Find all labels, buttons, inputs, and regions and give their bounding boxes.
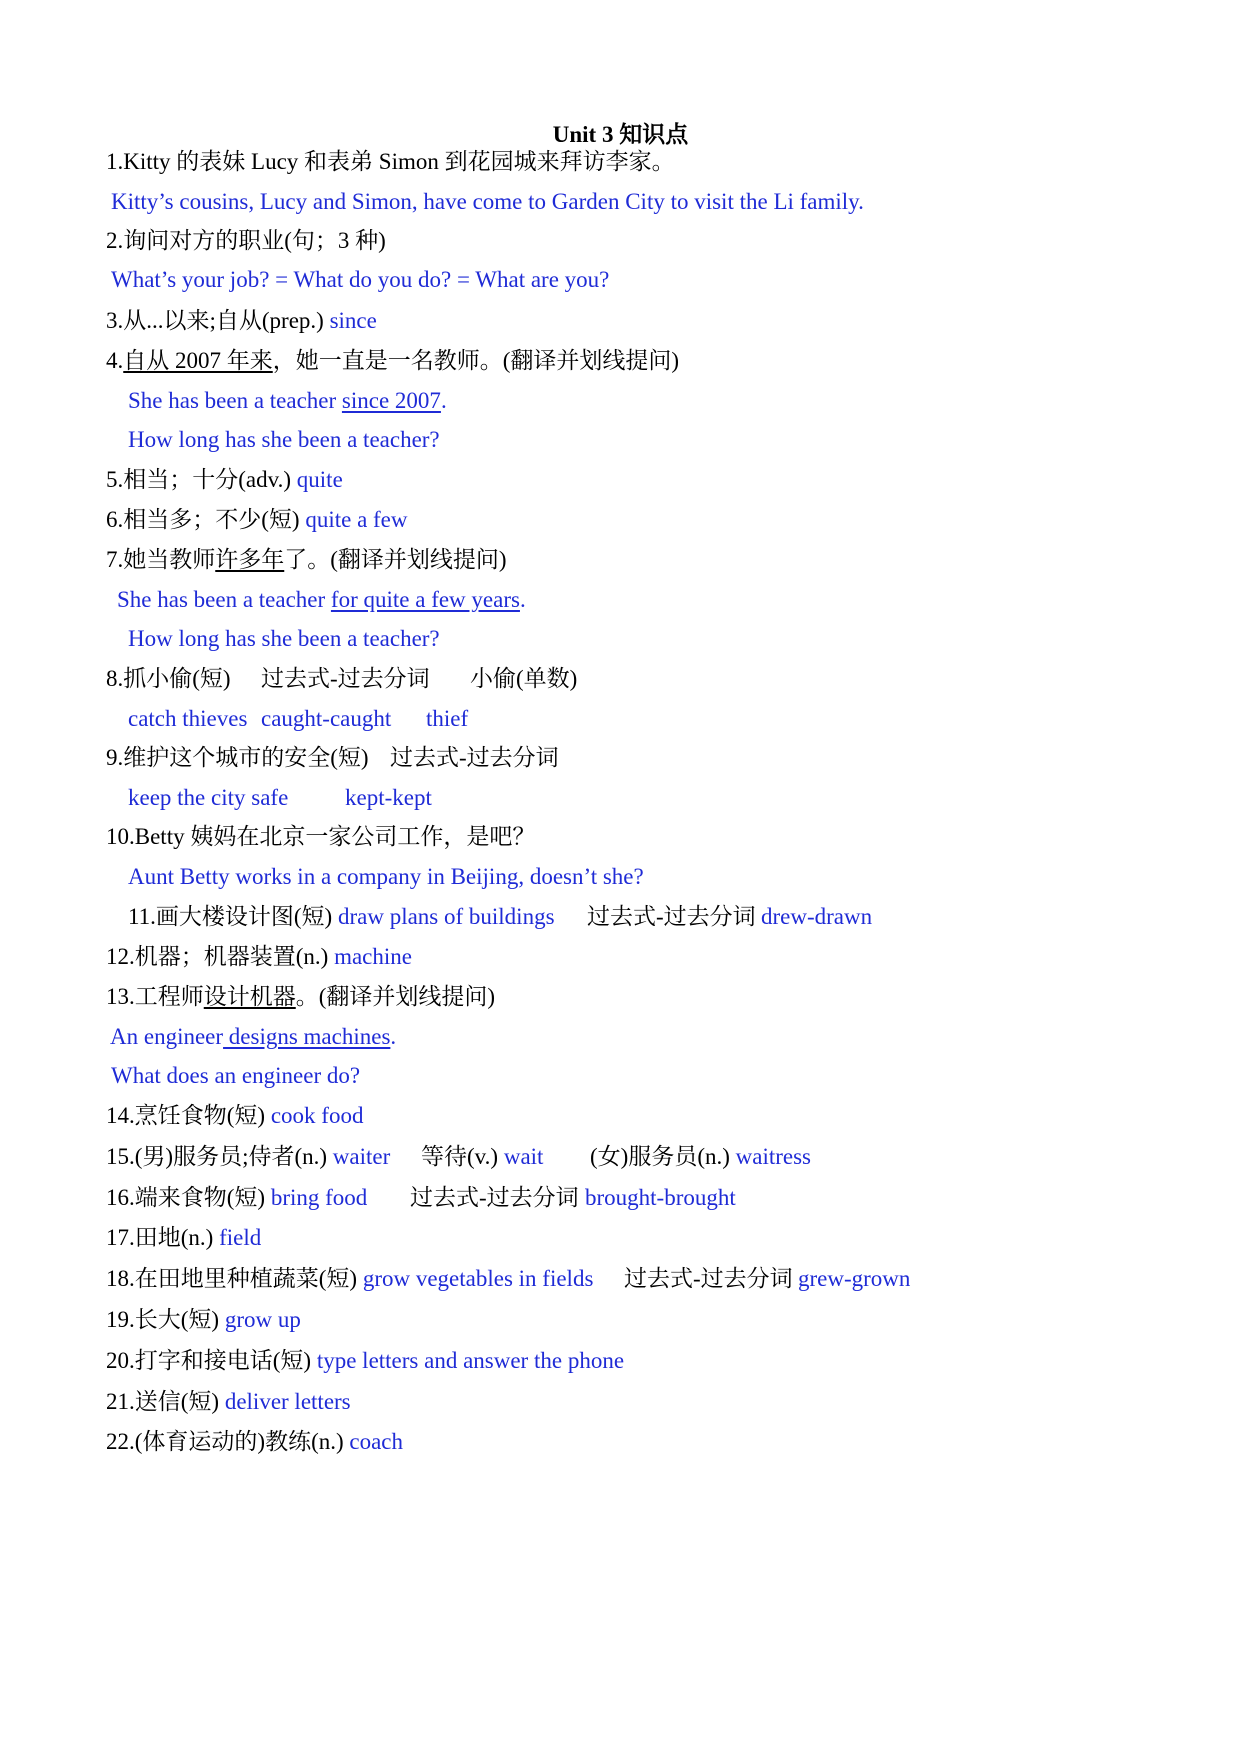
answer-3: since <box>329 308 377 333</box>
question-17 <box>106 1223 261 1253</box>
question-4-num: 4. <box>106 348 124 373</box>
question-11 <box>128 902 555 932</box>
question-16-b: 过去式-过去分词 <box>410 1185 579 1210</box>
answer-7-end: . <box>519 587 526 612</box>
question-5-text: 5.相当；十分(adv.) <box>106 467 297 492</box>
answer-9-b: kept-kept <box>345 785 432 810</box>
question-4-underlined: 自从 2007 年来 <box>123 348 273 373</box>
question-19 <box>106 1305 301 1335</box>
question-13-underlined: 设计机器 <box>203 984 296 1009</box>
answer-7-underlined: for quite a few years <box>330 587 520 612</box>
answer-7-translation <box>117 585 526 615</box>
answer-13-end: . <box>390 1024 397 1049</box>
answer-8-b: caught-caught <box>261 706 392 731</box>
question-16-a-text: 16.端来食物(短) <box>106 1185 271 1210</box>
question-12 <box>106 942 412 972</box>
answer-9-a: keep the city safe <box>128 785 289 810</box>
answer-5: quite <box>296 467 343 492</box>
question-21-text: 21.送信(短) <box>106 1389 225 1414</box>
question-10: 10.Betty 姨妈在北京一家公司工作，是吧？ <box>106 824 536 849</box>
question-22-text: 22.(体育运动的)教练(n.) <box>106 1429 350 1454</box>
question-7 <box>106 545 507 575</box>
answer-6: quite a few <box>305 507 408 532</box>
question-14 <box>106 1101 363 1131</box>
answer-22: coach <box>349 1429 404 1454</box>
answer-13-underlined: designs machines <box>223 1024 391 1049</box>
answer-4-end: . <box>440 388 447 413</box>
question-13-rest: 。(翻译并划线提问) <box>295 984 496 1009</box>
answer-11-b: drew-drawn <box>761 904 873 929</box>
answer-7-text: She has been a teacher <box>117 587 331 612</box>
question-17-text: 17.田地(n.) <box>106 1225 220 1250</box>
question-7-underlined: 许多年 <box>215 547 285 572</box>
answer-17: field <box>219 1225 262 1250</box>
question-13-pre: 13.工程师 <box>106 984 204 1009</box>
answer-21: deliver letters <box>224 1389 351 1414</box>
question-4 <box>106 346 679 376</box>
answer-1: Kitty’s cousins, Lucy and Simon, have come to Garden City to visit the Li family. <box>111 189 864 214</box>
answer-13-translation <box>110 1022 396 1052</box>
answer-4-text: She has been a teacher <box>128 388 342 413</box>
answer-15-b: wait <box>503 1144 544 1169</box>
question-20 <box>106 1346 624 1376</box>
question-9-a: 9.维护这个城市的安全(短) <box>106 745 369 770</box>
question-18-b: 过去式-过去分词 <box>624 1266 793 1291</box>
question-3 <box>106 306 377 336</box>
answer-4-translation <box>128 386 447 416</box>
question-22 <box>106 1427 403 1457</box>
question-14-text: 14.烹饪食物(短) <box>106 1103 271 1128</box>
question-15-c <box>590 1142 811 1172</box>
answer-14: cook food <box>270 1103 364 1128</box>
question-1: 1.Kitty 的表妹 Lucy 和表弟 Simon 到花园城来拜访李家。 <box>106 149 675 174</box>
answer-2: What’s your job? = What do you do? = What are you? <box>111 267 610 292</box>
question-7-rest: 了。(翻译并划线提问) <box>284 547 507 572</box>
question-18-a <box>106 1264 593 1294</box>
question-5 <box>106 465 343 495</box>
question-6-text: 6.相当多；不少(短) <box>106 507 306 532</box>
answer-4-underlined: since 2007 <box>341 388 441 413</box>
question-19-text: 19.长大(短) <box>106 1307 225 1332</box>
answer-13-text: An engineer <box>110 1024 224 1049</box>
answer-15-c: waitress <box>735 1144 812 1169</box>
answer-8-c: thief <box>426 706 469 731</box>
question-13 <box>106 982 495 1012</box>
answer-18-a: grow vegetables in fields <box>362 1266 594 1291</box>
question-15-b <box>421 1142 543 1172</box>
answer-12: machine <box>334 944 412 969</box>
question-7-pre: 7.她当教师 <box>106 547 216 572</box>
question-11-b: 过去式-过去分词 <box>587 904 756 929</box>
answer-16-b: brought-brought <box>585 1185 736 1210</box>
answer-13-question: What does an engineer do? <box>111 1063 361 1088</box>
question-20-text: 20.打字和接电话(短) <box>106 1348 317 1373</box>
question-8-c: 小偷(单数) <box>470 666 578 691</box>
answer-20: type letters and answer the phone <box>316 1348 625 1373</box>
answer-4-question: How long has she been a teacher? <box>128 427 440 452</box>
answer-11-a: draw plans of buildings <box>337 904 555 929</box>
answer-19: grow up <box>224 1307 301 1332</box>
answer-18-b: grew-grown <box>798 1266 911 1291</box>
question-15-c-text: (女)服务员(n.) <box>590 1144 736 1169</box>
answer-8-a: catch thieves <box>128 706 248 731</box>
question-15-b-text: 等待(v.) <box>421 1144 504 1169</box>
question-8-a: 8.抓小偷(短) <box>106 666 231 691</box>
question-18-a-text: 18.在田地里种植蔬菜(短) <box>106 1266 363 1291</box>
question-15-a <box>106 1142 390 1172</box>
question-21 <box>106 1387 351 1417</box>
question-4-rest: ，她一直是一名教师。(翻译并划线提问) <box>272 348 680 373</box>
question-9-b: 过去式-过去分词 <box>390 745 559 770</box>
question-16-a <box>106 1183 367 1213</box>
answer-15-a: waiter <box>332 1144 391 1169</box>
question-2: 2.询问对方的职业(句；3 种) <box>106 228 386 253</box>
answer-7-question: How long has she been a teacher? <box>128 626 440 651</box>
question-8-b: 过去式-过去分词 <box>261 666 430 691</box>
answer-10: Aunt Betty works in a company in Beijing, doesn’t she? <box>128 864 644 889</box>
question-12-text: 12.机器；机器装置(n.) <box>106 944 335 969</box>
question-6 <box>106 505 408 535</box>
page-title: Unit 3 知识点 <box>552 122 689 147</box>
question-11-text: 11.画大楼设计图(短) <box>128 904 338 929</box>
question-15-a-text: 15.(男)服务员;侍者(n.) <box>106 1144 333 1169</box>
answer-16-a: bring food <box>270 1185 368 1210</box>
question-3-text: 3.从...以来;自从(prep.) <box>106 308 330 333</box>
